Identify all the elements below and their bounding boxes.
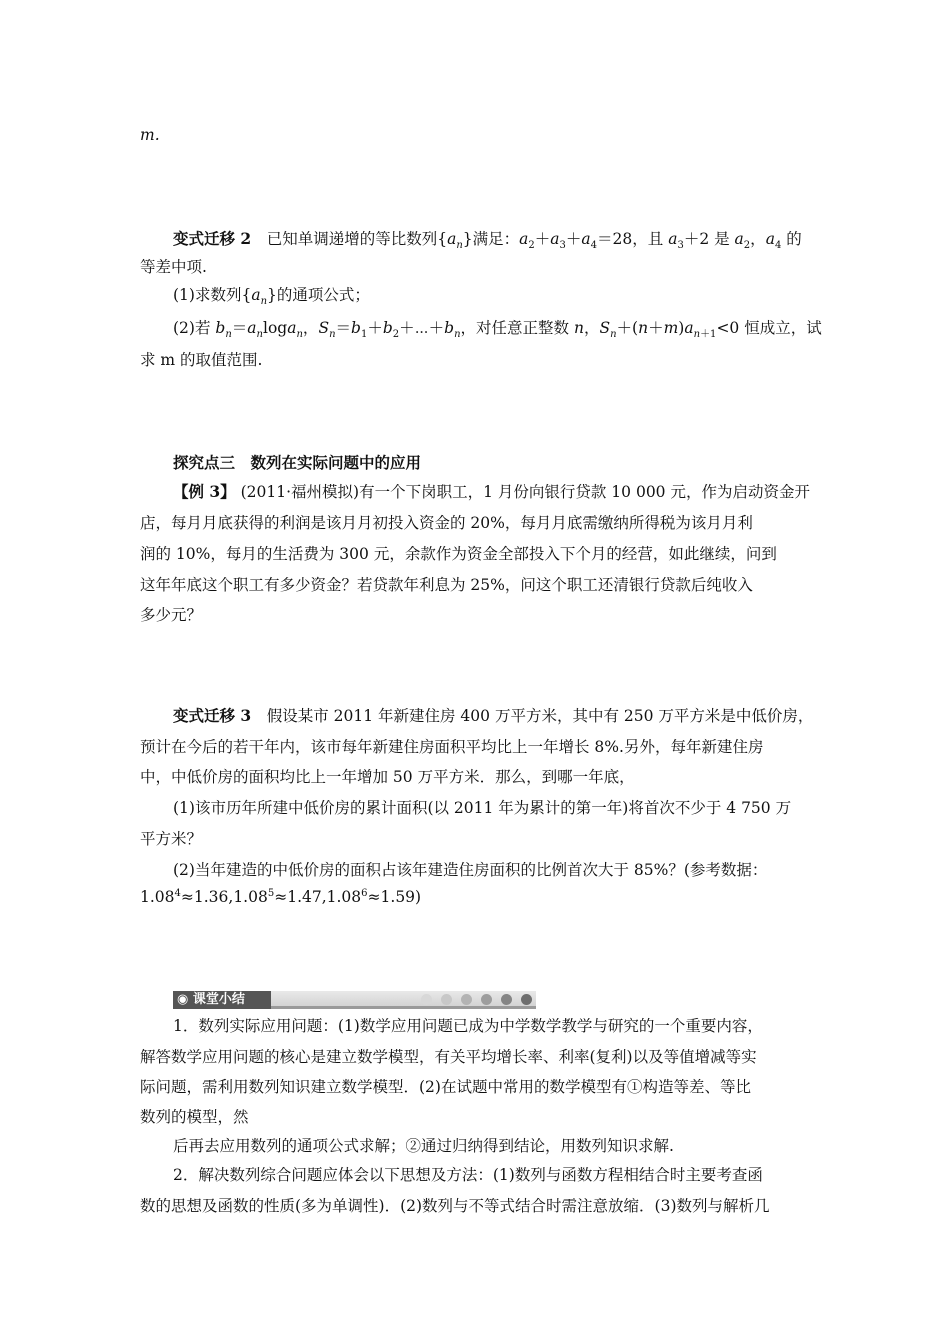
example-3-line-1: 【例 3】 (2011·福州模拟)有一个下岗职工，1 月份向银行贷款 10 000 元，作为启动资金开 xyxy=(173,482,810,501)
example-3-line-3: 润的 10%，每月的生活费为 300 元，余款作为资金全部投入下个月的经营，如此继续，问到 xyxy=(140,545,777,563)
variant-2-question-2: (2)若 $b_n=a_n\log a_n$，$S_n=b_1+b_2+\cdots+b_n$，对任意正整数 n，$S_n+(n+m)a_{n+1}<0$ 恒成立，试 xyxy=(173,319,822,341)
banner-dot-4 xyxy=(481,994,492,1005)
variant-3-question-1-tail: 平方米？ xyxy=(140,830,203,848)
variant-2-question-1: (1)求数列$\{a_n\}$的通项公式； xyxy=(173,286,370,308)
summary-line-6: 2．解决数列综合问题应体会以下思想及方法：(1)数列与函数方程相结合时主要考查函 xyxy=(173,1166,763,1184)
variant-3-line-3: 中，中低价房的面积均比上一年增加 50 万平方米．那么，到哪一年底， xyxy=(140,768,635,786)
variant-3-question-1: (1)该市历年所建中低价房的累计面积(以 2011 年为累计的第一年)将首次不少于 4 750 万 xyxy=(173,799,792,817)
summary-banner-label: ◉ 课堂小结 xyxy=(173,991,275,1009)
continuation-text: m. xyxy=(140,126,160,144)
variant-2-line-1: 变式迁移 2 已知单调递增的等比数列$\{a_n\}$满足：$a_2+a_3+a_4=28$，且 $a_3+2$ 是 $a_2$，$a_4$ 的 xyxy=(173,229,802,252)
summary-line-7: 数的思想及函数的性质(多为单调性)．(2)数列与不等式结合时需注意放缩．(3)数列与解析几 xyxy=(140,1197,770,1215)
banner-dot-1 xyxy=(421,994,432,1005)
variant-3-line-1: 变式迁移 3 假设某市 2011 年新建住房 400 万平方米，其中有 250 万平方米是中低价房， xyxy=(173,706,814,725)
summary-line-3: 际问题，需利用数列知识建立数学模型．(2)在试题中常用的数学模型有①构造等差、等比 xyxy=(140,1078,751,1096)
reference-data: $1.08^4\approx 1.36,1.08^5\approx 1.47,1.08^6\approx 1.59$) xyxy=(140,887,422,906)
example-3-line-2: 店，每月月底获得的利润是该月月初投入资金的 20%，每月月底需缴纳所得税为该月月利 xyxy=(140,514,753,532)
variant-2-question-2-tail: 求 m 的取值范围. xyxy=(140,351,263,369)
variant-2-label: 变式迁移 2 xyxy=(173,229,252,248)
variant-3-question-2: (2)当年建造的中低价房的面积占该年建造住房面积的比例首次大于 85%？(参考数据： xyxy=(173,861,768,879)
banner-dot-2 xyxy=(441,994,452,1005)
summary-line-4: 数列的模型，然 xyxy=(140,1108,249,1126)
variant-3-line-2: 预计在今后的若干年内，该市每年新建住房面积平均比上一年增长 8%.另外，每年新建住房 xyxy=(140,738,764,756)
example-3-line-4: 这年年底这个职工有多少资金？若贷款年利息为 25%，问这个职工还清银行贷款后纯收入 xyxy=(140,576,753,594)
summary-line-1: 1．数列实际应用问题：(1)数学应用问题已成为中学数学教学与研究的一个重要内容， xyxy=(173,1017,763,1035)
summary-banner xyxy=(173,991,536,1009)
example-3-line-5: 多少元？ xyxy=(140,606,203,624)
variant-3-label: 变式迁移 3 xyxy=(173,706,252,725)
banner-dot-3 xyxy=(461,994,472,1005)
example-3-label: 【例 3】 xyxy=(173,482,236,501)
section-heading: 探究点三 数列在实际问题中的应用 xyxy=(173,453,422,472)
banner-dot-5 xyxy=(501,994,512,1005)
summary-line-2: 解答数学应用问题的核心是建立数学模型，有关平均增长率、利率(复利)以及等值增减等实 xyxy=(140,1048,757,1066)
banner-dot-6 xyxy=(521,994,532,1005)
summary-line-5: 后再去应用数列的通项公式求解；②通过归纳得到结论，用数列知识求解. xyxy=(173,1137,674,1155)
variant-2-line-2: 等差中项. xyxy=(140,258,207,276)
summary-banner-bar xyxy=(271,991,536,1009)
